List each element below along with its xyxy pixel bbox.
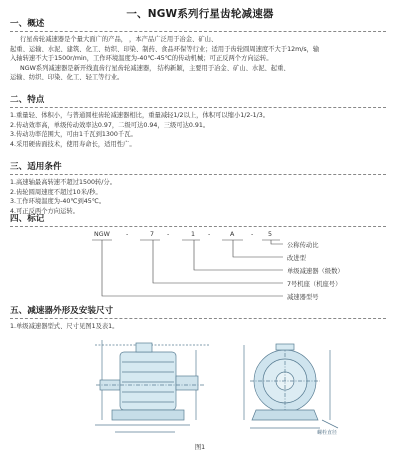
code-dash: - (208, 231, 211, 238)
section-heading: 三、适用条件 (10, 162, 62, 172)
section-heading: 五、减速器外形及安装尺寸 (10, 306, 114, 316)
label-frame: 7号机座（机座号） (287, 281, 342, 288)
bolt-note: 螺栓直径 (317, 430, 338, 436)
code-variant: A (230, 231, 235, 238)
paragraph-line: 1.单级减速器型式、尺寸见图1及表1。 (10, 323, 119, 330)
label-improved: 改进型 (287, 255, 306, 262)
code-frame: 7 (150, 231, 155, 238)
section-heading: 二、特点 (10, 95, 45, 105)
section-heading: 四、标记 (10, 214, 45, 224)
list-item: 2.传动效率高，单级传动效率达0.97，二级可达0.94，三级可达0.91。 (10, 121, 210, 129)
code-stage: 1 (191, 231, 196, 238)
list-item: 1.重量轻、体积小，与普通圆柱齿轮减速器相比，重量减轻1/2以上，体积可以缩小1/2-1/3。 (10, 112, 270, 119)
paragraph-line: 行星齿轮减速器是个量大面广的产品， ，本产品广泛用于冶金、矿山、 (20, 36, 218, 43)
label-model: 减速器型号 (287, 294, 319, 301)
code-model: NGW (94, 231, 110, 238)
label-ratio: 公称传动比 (287, 242, 319, 249)
code-dash: - (251, 231, 254, 238)
list-item: 2.齿轮圆周速度不超过10米/秒。 (10, 188, 102, 196)
paragraph-line: NGW系列减速器是新开线直齿行星齿轮减速器， 结构新颖，主要用于冶金、矿山、水泥、起重、 (20, 64, 290, 72)
list-item: 4.可正反两个方向运转。 (10, 207, 79, 215)
figure-caption: 图1 (194, 444, 206, 451)
label-stage: 单级减速器（级数） (287, 268, 344, 275)
section-heading: 一、概述 (10, 19, 45, 29)
list-item: 3.工作环境温度为-40℃到45℃。 (10, 198, 106, 205)
paragraph-line: 入轴转速不大于1500r/min，工作环境温度为-40℃-45℃的传动机械；可正反两个方向运转。 (10, 55, 273, 62)
code-ratio: 5 (268, 231, 273, 238)
paragraph-line: 起重、运输、水泥、建筑、化工、纺织、印染、制药、食品环保等行业；适用于齿轮圆周速度不大于12m/s，输 (10, 45, 320, 53)
code-dash: - (167, 231, 170, 238)
list-item: 1.高速轴最高转速不超过1500转/分。 (10, 179, 117, 186)
list-item: 3.传动功率范围大，可由1千瓦到1300千瓦。 (10, 131, 137, 138)
page-title: 一、NGW系列行星齿轮减速器 (126, 8, 274, 20)
code-dash: - (126, 231, 129, 238)
list-item: 4.采用硬齿面技术，使用寿命长，适用性广。 (10, 140, 136, 148)
paragraph-line: 运输、纺织、印染、化工、轻工等行业。 (10, 74, 124, 81)
